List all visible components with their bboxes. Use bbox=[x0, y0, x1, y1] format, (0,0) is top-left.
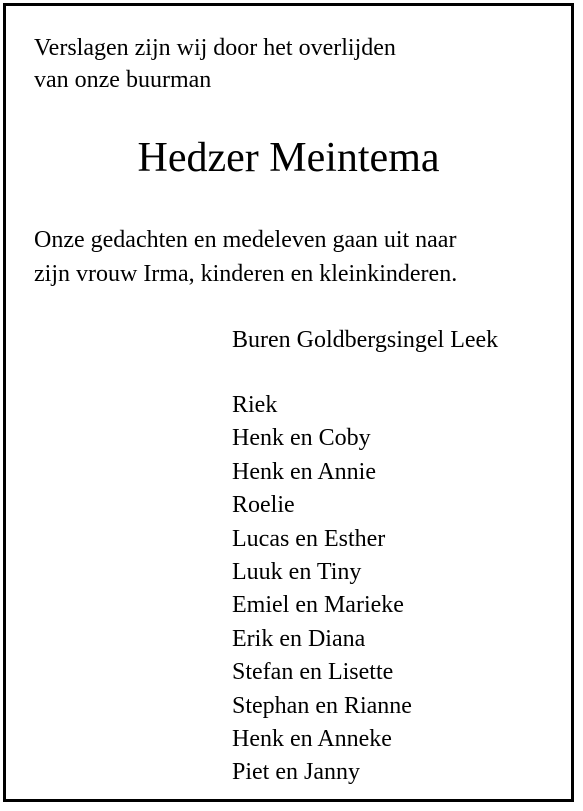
neighbour-name: Lucas en Esther bbox=[232, 525, 386, 552]
neighbour-name: Roelie bbox=[232, 492, 295, 519]
condolence-text bbox=[34, 223, 457, 291]
neighbour-name: Riek bbox=[232, 392, 278, 418]
intro-text bbox=[34, 32, 396, 96]
neighbour-name: Henk en Annie bbox=[232, 458, 376, 485]
condolence-line: zijn vrouw Irma, kinderen en kleinkinderen. bbox=[34, 261, 458, 287]
signature: Buren Goldbergsingel Leek bbox=[232, 327, 499, 353]
intro-line: Verslagen zijn wij door het overlijden bbox=[34, 35, 396, 61]
neighbour-name: Stephan en Rianne bbox=[232, 692, 412, 719]
neighbour-name: Stefan en Lisette bbox=[232, 659, 394, 686]
deceased-name: Hedzer Meintema bbox=[137, 135, 440, 181]
neighbour-name: Henk en Coby bbox=[232, 425, 371, 452]
death-notice-frame bbox=[3, 3, 574, 802]
neighbour-name: Luuk en Tiny bbox=[232, 559, 362, 586]
neighbour-name: Henk en Anneke bbox=[232, 726, 392, 753]
neighbour-name: Emiel en Marieke bbox=[232, 592, 404, 619]
neighbour-name: Piet en Janny bbox=[232, 759, 360, 786]
neighbour-list bbox=[232, 389, 412, 790]
neighbour-name: Erik en Diana bbox=[232, 625, 366, 652]
intro-line: van onze buurman bbox=[34, 67, 212, 93]
condolence-line: Onze gedachten en medeleven gaan uit naar bbox=[34, 227, 457, 253]
